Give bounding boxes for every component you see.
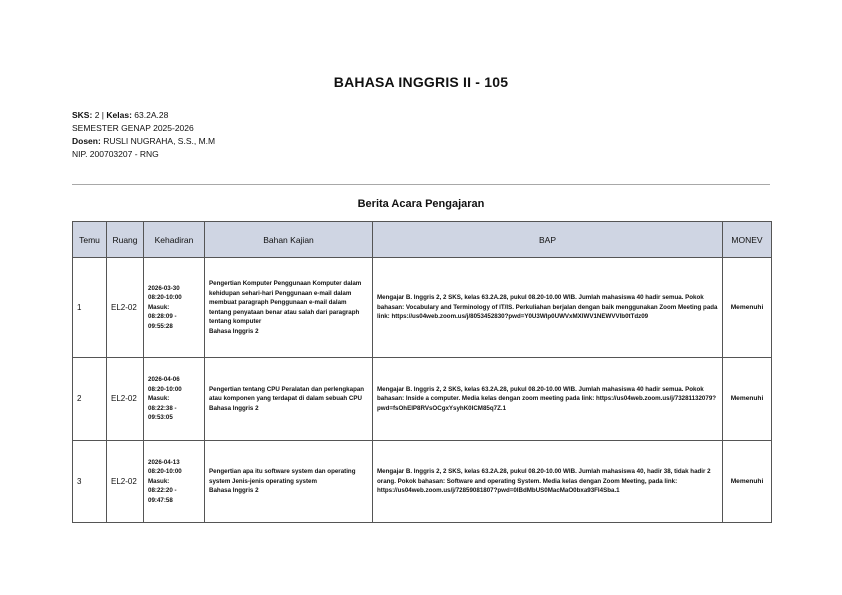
kehadiran-keluar: 09:47:58 — [148, 496, 173, 504]
header-temu: Temu — [73, 222, 107, 258]
course-info — [72, 109, 215, 161]
divider — [72, 184, 770, 185]
cell-bap: Mengajar B. Inggris 2, 2 SKS, kelas 63.2A.28, pukul 08.20-10.00 WIB. Jumlah mahasiswa 40 hadir semua. Pokok bahasan: Vocabulary and Terminology of IT/IS. Perkuliahan berjalan dengan baik menggunakan Zoom Meeting pada link: https://us04web.zoom.us/j/8053452830?pwd=Y0U3Wlp0UWVxMXlWV1NEWVVlb0tTdz09 — [373, 258, 723, 358]
bap-table — [72, 221, 772, 523]
semester-line: SEMESTER GENAP 2025-2026 — [72, 123, 194, 133]
cell-bahan-kajian — [205, 258, 373, 358]
header-kehadiran: Kehadiran — [144, 222, 205, 258]
kehadiran-masuk-label: Masuk: — [148, 395, 170, 403]
sks-label: SKS: — [72, 110, 93, 120]
kehadiran-time: 08:20-10:00 — [148, 294, 182, 302]
cell-bap: Mengajar B. Inggris 2, 2 SKS, kelas 63.2A.28, pukul 08.20-10.00 WIB. Jumlah mahasiswa 40 hadir semua. Pokok bahasan: Inside a computer. Media kelas dengan zoom meeting pada link: https://us04web.zoom.us/j/73281132079?pwd=fsOhEIP8RVsOCgxYsyhK0ICM85q7Z.1 — [373, 358, 723, 441]
kehadiran-masuk: 08:22:38 - — [148, 404, 177, 412]
nip-line: NIP. 200703207 - RNG — [72, 149, 159, 159]
cell-ruang: EL2-02 — [107, 358, 144, 441]
kehadiran-masuk: 08:28:09 - — [148, 313, 177, 321]
table-row — [73, 358, 772, 441]
kehadiran-date: 2026-04-06 — [148, 376, 180, 384]
header-monev: MONEV — [723, 222, 772, 258]
cell-bahan-kajian — [205, 358, 373, 441]
cell-monev: Memenuhi — [723, 258, 772, 358]
cell-ruang: EL2-02 — [107, 441, 144, 523]
bahan-ref: Bahasa Inggris 2 — [209, 404, 259, 412]
cell-monev: Memenuhi — [723, 441, 772, 523]
page-title: BAHASA INGGRIS II - 105 — [333, 74, 509, 90]
bahan-text: Pengertian apa itu software system dan operating system Jenis-jenis operating system — [209, 468, 356, 485]
bahan-ref: Bahasa Inggris 2 — [209, 327, 259, 335]
kehadiran-masuk: 08:22:20 - — [148, 487, 177, 495]
cell-kehadiran — [144, 358, 205, 441]
cell-ruang: EL2-02 — [107, 258, 144, 358]
cell-bap: Mengajar B. Inggris 2, 2 SKS, kelas 63.2A.28, pukul 08.20-10.00 WIB. Jumlah mahasiswa 40, hadir 38, tidak hadir 2 orang. Pokok bahasan: Software and operating System. Media kelas dengan Zoom Meeting, pada link: https://us04web.zoom.us/j/72859081807?pwd=0lBdMbUS0MacMaO0bxa93FI4Sba.1 — [373, 441, 723, 523]
kehadiran-keluar: 09:53:05 — [148, 414, 173, 422]
kelas-label: Kelas: — [106, 110, 132, 120]
dosen-value: RUSLI NUGRAHA, S.S., M.M — [103, 136, 216, 146]
section-title: Berita Acara Pengajaran — [357, 198, 485, 210]
kehadiran-date: 2026-04-13 — [148, 458, 180, 466]
header-bahan-kajian: Bahan Kajian — [205, 222, 373, 258]
kehadiran-masuk-label: Masuk: — [148, 303, 170, 311]
bahan-ref: Bahasa Inggris 2 — [209, 487, 259, 495]
separator: | — [101, 110, 105, 120]
table-row — [73, 258, 772, 358]
cell-temu: 3 — [73, 441, 107, 523]
bahan-text: Pengertian tentang CPU Peralatan dan perlengkapan atau komponen yang terdapat di dalam sebuah CPU — [209, 385, 365, 403]
table-header-row — [73, 222, 772, 258]
header-ruang: Ruang — [107, 222, 144, 258]
header-bap: BAP — [373, 222, 723, 258]
kehadiran-time: 08:20-10:00 — [148, 468, 182, 476]
sks-value: 2 — [94, 110, 100, 120]
cell-temu: 2 — [73, 358, 107, 441]
cell-kehadiran — [144, 258, 205, 358]
cell-kehadiran — [144, 441, 205, 523]
kelas-value: 63.2A.28 — [134, 110, 169, 120]
cell-monev: Memenuhi — [723, 358, 772, 441]
sks-kelas-line — [72, 109, 215, 122]
kehadiran-keluar: 09:55:28 — [148, 322, 173, 330]
cell-temu: 1 — [73, 258, 107, 358]
dosen-line — [72, 135, 215, 148]
kehadiran-time: 08:20-10:00 — [148, 385, 182, 393]
cell-bahan-kajian — [205, 441, 373, 523]
dosen-label: Dosen: — [72, 136, 101, 146]
kehadiran-masuk-label: Masuk: — [148, 477, 170, 485]
bahan-text: Pengertian Komputer Penggunaan Komputer dalam kehidupan sehari-hari Penggunaan e-mail dalam membuat paragraph Penggunaan e-mail dalam tentang penyataan benar atau salah dari paragraph tentang komputer — [209, 280, 362, 325]
kehadiran-date: 2026-03-30 — [148, 284, 180, 292]
table-row — [73, 441, 772, 523]
